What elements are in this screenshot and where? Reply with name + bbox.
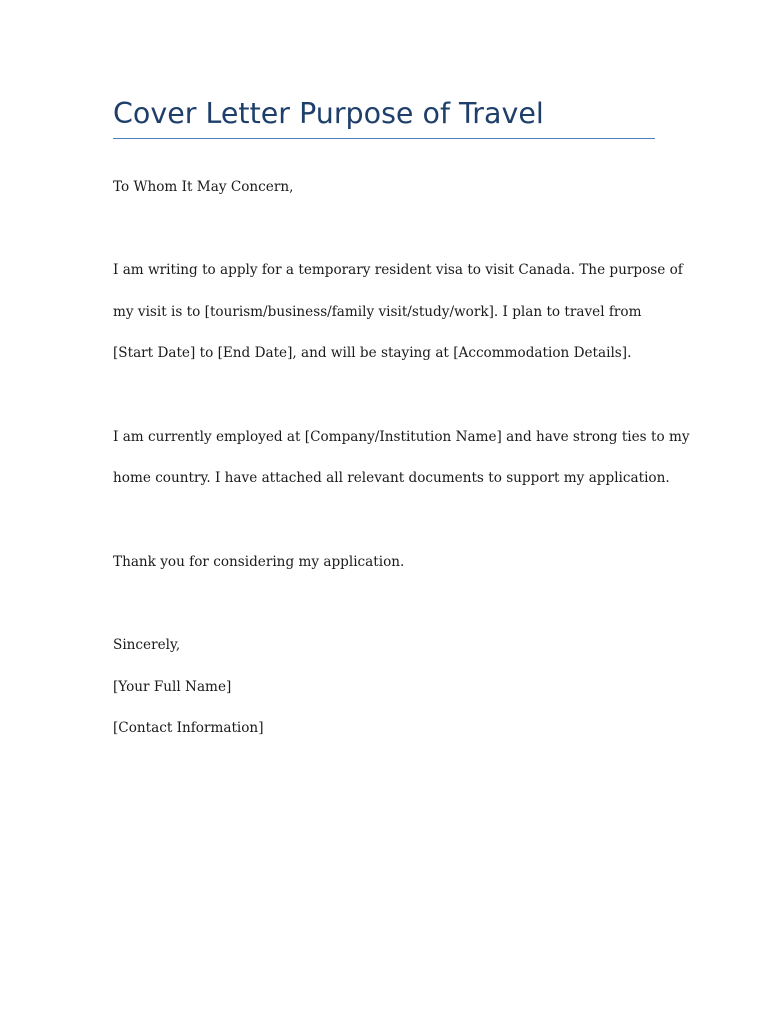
paragraph-line: [Start Date] to [End Date], and will be staying at [Accommodation Details]. xyxy=(113,345,632,362)
paragraph-thanks xyxy=(113,531,655,593)
salutation xyxy=(113,156,655,218)
closing-text: Sincerely, xyxy=(113,637,181,654)
paragraph-line: my visit is to [tourism/business/family visit/study/work]. I plan to travel from xyxy=(113,303,642,320)
paragraph-employment xyxy=(113,406,690,510)
paragraph-line: I am writing to apply for a temporary resident visa to visit Canada. The purpose of xyxy=(113,262,683,279)
signature-contact: [Contact Information] xyxy=(113,720,264,737)
title-underline-rule xyxy=(113,138,655,139)
paragraph-line: Thank you for considering my application. xyxy=(113,553,405,570)
paragraph-line: I am currently employed at [Company/Institution Name] and have strong ties to my xyxy=(113,428,690,445)
letter-content xyxy=(113,95,690,781)
signature-name: [Your Full Name] xyxy=(113,678,232,695)
salutation-text: To Whom It May Concern, xyxy=(113,178,294,195)
signature-block xyxy=(113,614,655,760)
paragraph-line: home country. I have attached all relevant documents to support my application. xyxy=(113,470,670,487)
document-title: Cover Letter Purpose of Travel xyxy=(113,97,544,130)
paragraph-purpose xyxy=(113,239,683,385)
